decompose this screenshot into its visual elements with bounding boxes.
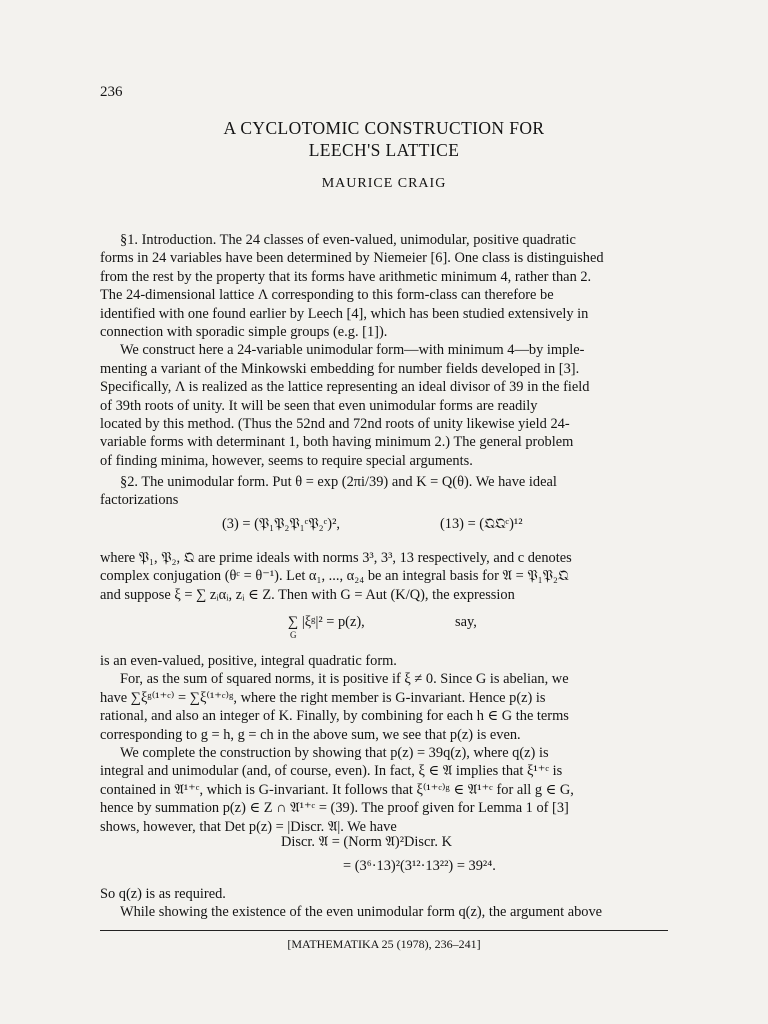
text-line: integral and unimodular (and, of course, even). In fact, ξ ∈ 𝔄 implies that ξ¹⁺ᶜ is bbox=[100, 763, 563, 780]
footer-rule bbox=[100, 930, 668, 931]
text-line: hence by summation p(z) ∈ Z ∩ 𝔄¹⁺ᶜ = (39). The proof given for Lemma 1 of [3] bbox=[100, 800, 569, 817]
text-line: connection with sporadic simple groups (e.g. [1]). bbox=[100, 324, 388, 341]
factorization-3: (3) = (𝔓₁𝔓₂𝔓₁ᶜ𝔓₂ᶜ)², bbox=[222, 516, 341, 532]
section-1-introduction bbox=[100, 231, 668, 470]
title-line-1: A CYCLOTOMIC CONSTRUCTION FOR bbox=[223, 118, 545, 138]
text-line: rational, and also an integer of K. Finally, by combining for each h ∈ G the terms bbox=[100, 708, 569, 725]
text-line: For, as the sum of squared norms, it is positive if ξ ≠ 0. Since G is abelian, we bbox=[120, 671, 569, 688]
text-line: forms in 24 variables have been determined by Niemeier [6]. One class is distinguished bbox=[100, 250, 604, 267]
sum-say: say, bbox=[455, 614, 477, 630]
text-line: located by this method. (Thus the 52nd and 72nd roots of unity likewise yield 24- bbox=[100, 416, 570, 433]
text-line: We complete the construction by showing that p(z) = 39q(z), where q(z) is bbox=[120, 745, 549, 762]
text-line: identified with one found earlier by Leech [4], which has been studied extensively in bbox=[100, 305, 589, 322]
text-line: is an even-valued, positive, integral quadratic form. bbox=[100, 653, 397, 669]
text-line: §1. Introduction. The 24 classes of even-valued, unimodular, positive quadratic bbox=[120, 232, 576, 248]
section-2-definitions bbox=[100, 549, 668, 604]
text-line: contained in 𝔄¹⁺ᶜ, which is G-invariant. It follows that ξ⁽¹⁺ᶜ⁾ᵍ ∈ 𝔄¹⁺ᶜ for all g ∈ G, bbox=[100, 781, 574, 798]
author-name: MAURICE CRAIG bbox=[321, 176, 447, 191]
sum-expression: ∑ |ξᵍ|² = p(z), bbox=[288, 614, 365, 630]
text-line: shows, however, that Det p(z) = |Discr. 𝔄|. We have bbox=[100, 818, 397, 835]
text-line: have ∑ξᵍ⁽¹⁺ᶜ⁾ = ∑ξ⁽¹⁺ᶜ⁾ᵍ, where the right member is G-invariant. Hence p(z) is bbox=[100, 689, 546, 706]
text-line: Specifically, Λ is realized as the lattice representing an ideal divisor of 39 in the field bbox=[100, 379, 590, 396]
text-line: corresponding to g = h, g = ch in the above sum, we see that p(z) is even. bbox=[100, 726, 521, 743]
text-line: where 𝔓₁, 𝔓₂, 𝔔 are prime ideals with norms 3³, 3³, 13 respectively, and c denotes bbox=[100, 550, 572, 566]
section-2-argument bbox=[100, 652, 668, 836]
factorization-13: (13) = (𝔔𝔔ᶜ)¹² bbox=[440, 516, 523, 532]
paper-title bbox=[100, 117, 668, 161]
text-line: of 39th roots of unity. It will be seen that even unimodular forms are readily bbox=[100, 397, 538, 414]
text-line: and suppose ξ = ∑ zᵢαᵢ, zᵢ ∈ Z. Then with G = Aut (K/Q), the expression bbox=[100, 586, 515, 603]
text-line: While showing the existence of the even unimodular form q(z), the argument above bbox=[120, 904, 603, 921]
text-line: So q(z) is as required. bbox=[100, 886, 226, 902]
text-line: from the rest by the property that its forms have arithmetic minimum 4, rather than 2. bbox=[100, 268, 592, 285]
text-line: §2. The unimodular form. Put θ = exp (2πi/39) and K = Q(θ). We have ideal bbox=[120, 474, 557, 490]
discriminant-line-1: Discr. 𝔄 = (Norm 𝔄)²Discr. K bbox=[281, 834, 452, 850]
page-number: 236 bbox=[100, 84, 123, 100]
text-line: of finding minima, however, seems to require special arguments. bbox=[100, 452, 473, 469]
section-2-conclusion bbox=[100, 885, 668, 922]
text-line: variable forms with determinant 1, both having minimum 2.) The general problem bbox=[100, 434, 574, 451]
text-line: complex conjugation (θᶜ = θ⁻¹). Let α₁, ..., α₂₄ be an integral basis for 𝔄 = 𝔓₁𝔓₂𝔔 bbox=[100, 568, 569, 585]
journal-citation: [MATHEMATIKA 25 (1978), 236–241] bbox=[287, 937, 481, 951]
text-line: The 24-dimensional lattice Λ corresponding to this form-class can therefore be bbox=[100, 287, 554, 304]
section-2-intro bbox=[100, 473, 668, 510]
discriminant-line-2: = (3⁶·13)²(3¹²·13²²) = 39²⁴. bbox=[343, 858, 496, 874]
text-line: factorizations bbox=[100, 492, 179, 509]
text-line: menting a variant of the Minkowski embedding for number fields developed in [3]. bbox=[100, 360, 580, 377]
sum-index: G bbox=[290, 630, 297, 640]
title-line-2: LEECH'S LATTICE bbox=[308, 140, 460, 160]
text-line: We construct here a 24-variable unimodular form—with minimum 4—by imple- bbox=[120, 342, 585, 359]
